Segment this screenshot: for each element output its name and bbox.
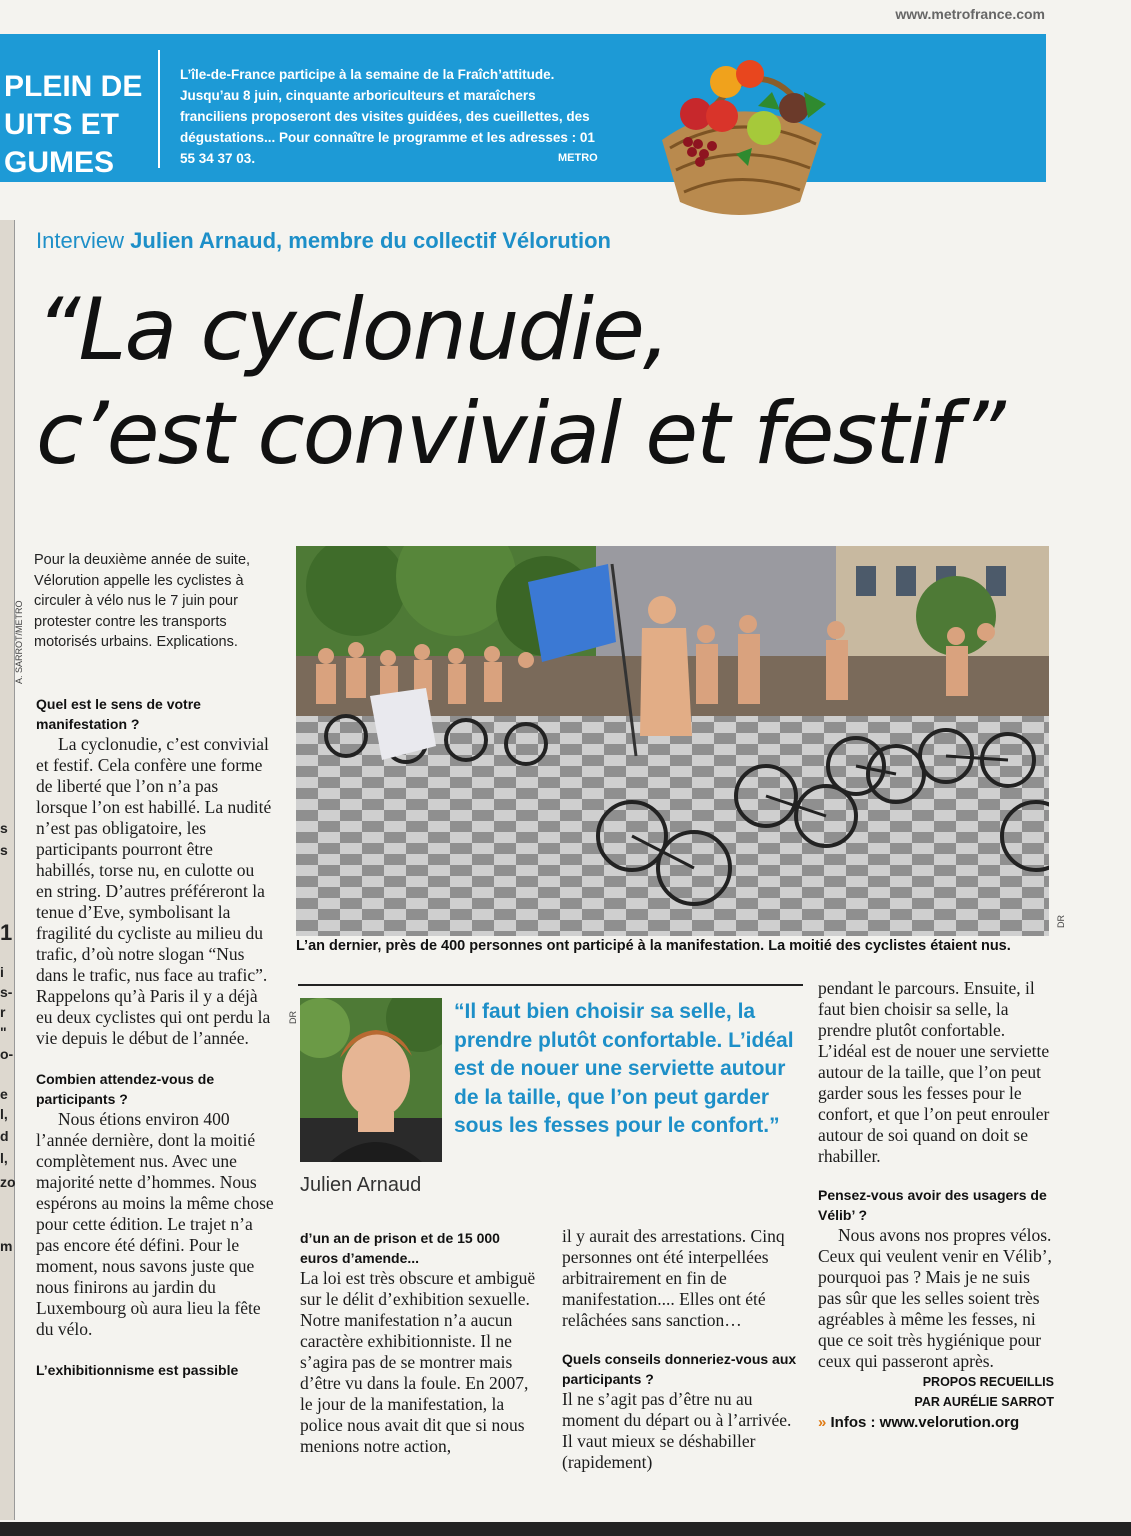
question: Combien attendez-vous de participants ?	[36, 1071, 215, 1107]
answer: pendant le parcours. Ensuite, il faut bien choisir sa selle, la prendre plutôt confortable. L’idéal est de nouer une serviette autour de la taille, que l’on peut garder sous les fesses pour le confort, et que l’on peut enrouler autour de soi quand on doit se rhabiller.	[818, 978, 1050, 1166]
banner-source: METRO	[558, 152, 598, 164]
answer: il y aurait des arrestations. Cinq personnes ont été interpellées arbitrairement en fin de manifestation.... Elles ont été relâchées sans sanction…	[562, 1226, 785, 1330]
portrait-photo	[300, 998, 442, 1162]
adjacent-page-fragment: r	[0, 1004, 6, 1020]
photo-credit-left: A. SARROT/METRO	[14, 600, 24, 684]
fruit-banner	[0, 34, 1046, 182]
article-column-3	[562, 1226, 798, 1473]
article-column-4	[818, 978, 1054, 1431]
adjacent-page-strip	[0, 220, 15, 1520]
byline-line: PROPOS RECUEILLIS	[922, 1375, 1054, 1389]
pullquote-rule	[298, 984, 803, 986]
adjacent-page-fragment: s	[0, 820, 8, 836]
photo-credit-portrait: DR	[288, 1011, 298, 1024]
byline-line: PAR AURÉLIE SARROT	[914, 1395, 1054, 1409]
question: Pensez-vous avoir des usagers de Vélib’ ?	[818, 1187, 1047, 1223]
banner-title-line: GUMES	[4, 146, 115, 179]
infos-link[interactable]	[818, 1414, 1054, 1431]
banner-title	[4, 68, 154, 182]
adjacent-page-fragment: s-	[0, 984, 13, 1000]
adjacent-page-fragment: l,	[0, 1106, 8, 1122]
site-url: www.metrofrance.com	[895, 6, 1045, 22]
byline	[818, 1372, 1054, 1412]
adjacent-page-fragment: e	[0, 1086, 8, 1102]
adjacent-page-fragment: zo	[0, 1174, 16, 1190]
adjacent-page-fragment: m	[0, 1238, 13, 1254]
fruit-basket-image	[640, 52, 836, 222]
pull-quote: “Il faut bien choisir sa selle, la prendre plutôt confortable. L’idéal est de nouer une serviette autour de la taille, que l’on peut garder sous les fesses pour le confort.”	[454, 1000, 794, 1137]
answer: Nous étions environ 400 l’année dernière, dont la moitié complètement nus. Avec une majorité nette d’hommes. Nous espérons au moins la même chose pour cette édition. Le trajet n’a pas encore été défini. Pour le moment, nous savons juste que nous finirons au jardin du Luxembourg où aura lieu la fête du vélo.	[36, 1109, 274, 1339]
answer: La loi est très obscure et ambiguë sur le délit d’exhibition sexuelle. Notre manifestation n’a aucun caractère exhibitionniste. Il ne s’agira pas de se montrer mais d’être vu dans la foule. En 2007, le jour de la manifestation, la police nous avait dit que si nous menions notre action,	[300, 1268, 536, 1456]
adjacent-page-fragment: i	[0, 964, 4, 980]
answer: Nous avons nos propres vélos. Ceux qui veulent venir en Vélib’, pourquoi pas ? Mais je ne suis pas sûr que les selles soient très agréables à même les fesses, ni que ce soit très hygiénique pour ceux qui passeront après.	[818, 1225, 1052, 1371]
headline-line: c’est convivial et festif”	[36, 384, 1004, 484]
photo-credit-main: DR	[1056, 915, 1066, 928]
question: Quels conseils donneriez-vous aux participants ?	[562, 1351, 797, 1387]
answer: La cyclonudie, c’est convivial et festif. Cela confère une forme de liberté que l’on n’a pas lorsque l’on est habillé. La nudité n’est pas obligatoire, les participants pourront être habillés, torse nu, en culotte ou en string. D’autres préféreront la tenue d’Eve, symbolisant la fragilité du cycliste au milieu du trafic, d’où notre slogan “Nus dans le trafic, nus face au trafic”. Rappelons qu’à Paris il y a déjà eu deux cyclistes qui ont perdu la vie depuis le début de l’année.	[36, 734, 272, 1048]
question: Quel est le sens de votre manifestation ?	[36, 696, 201, 732]
portrait-name: Julien Arnaud	[300, 1174, 422, 1196]
banner-text: L’île-de-France participe à la semaine de la Fraîch’attitude. Jusqu’au 8 juin, cinquante arboriculteurs et maraîchers franciliens proposeront des visites guidées, des cueillettes, des dégustations... Pour connaître le programme et les adresses : 01 55 34 37 03.	[180, 67, 595, 166]
banner-divider	[158, 50, 160, 168]
kicker-prefix: Interview	[36, 228, 125, 253]
infos-text: Infos : www.velorution.org	[830, 1414, 1020, 1431]
article-intro: Pour la deuxième année de suite, Vélorution appelle les cyclistes à circuler à vélo nus le 7 juin pour protester contre les transports motorisés urbains. Explications.	[34, 552, 251, 650]
article-kicker	[36, 228, 611, 254]
adjacent-page-fragment: s	[0, 842, 8, 858]
chevron-right-icon: »	[818, 1414, 827, 1431]
article-column-1	[36, 694, 274, 1380]
page-bottom-edge	[0, 1522, 1131, 1536]
adjacent-page-fragment: d	[0, 1128, 9, 1144]
answer: Il ne s’agit pas d’être nu au moment du départ ou à l’arrivée. Il vaut mieux se déshabiller (rapidement)	[562, 1389, 792, 1472]
question: d’un an de prison et de 15 000 euros d’amende...	[300, 1230, 500, 1266]
headline	[36, 278, 1096, 486]
adjacent-page-fragment: o-	[0, 1046, 14, 1062]
adjacent-page-fragment: 1	[0, 920, 13, 945]
article-column-2	[300, 1228, 540, 1457]
banner-title-line: PLEIN DE	[4, 70, 143, 103]
cyclists-photo	[296, 546, 1049, 936]
question: L’exhibitionnisme est passible	[36, 1362, 239, 1378]
headline-line: “La cyclonudie,	[36, 280, 669, 380]
adjacent-page-fragment: "	[0, 1024, 7, 1040]
adjacent-page-fragment: l,	[0, 1150, 8, 1166]
banner-title-line: UITS ET	[4, 108, 120, 141]
photo-caption: L’an dernier, près de 400 personnes ont participé à la manifestation. La moitié des cyclistes étaient nus.	[296, 938, 1011, 954]
kicker-name: Julien Arnaud, membre du collectif Vélorution	[130, 228, 611, 253]
